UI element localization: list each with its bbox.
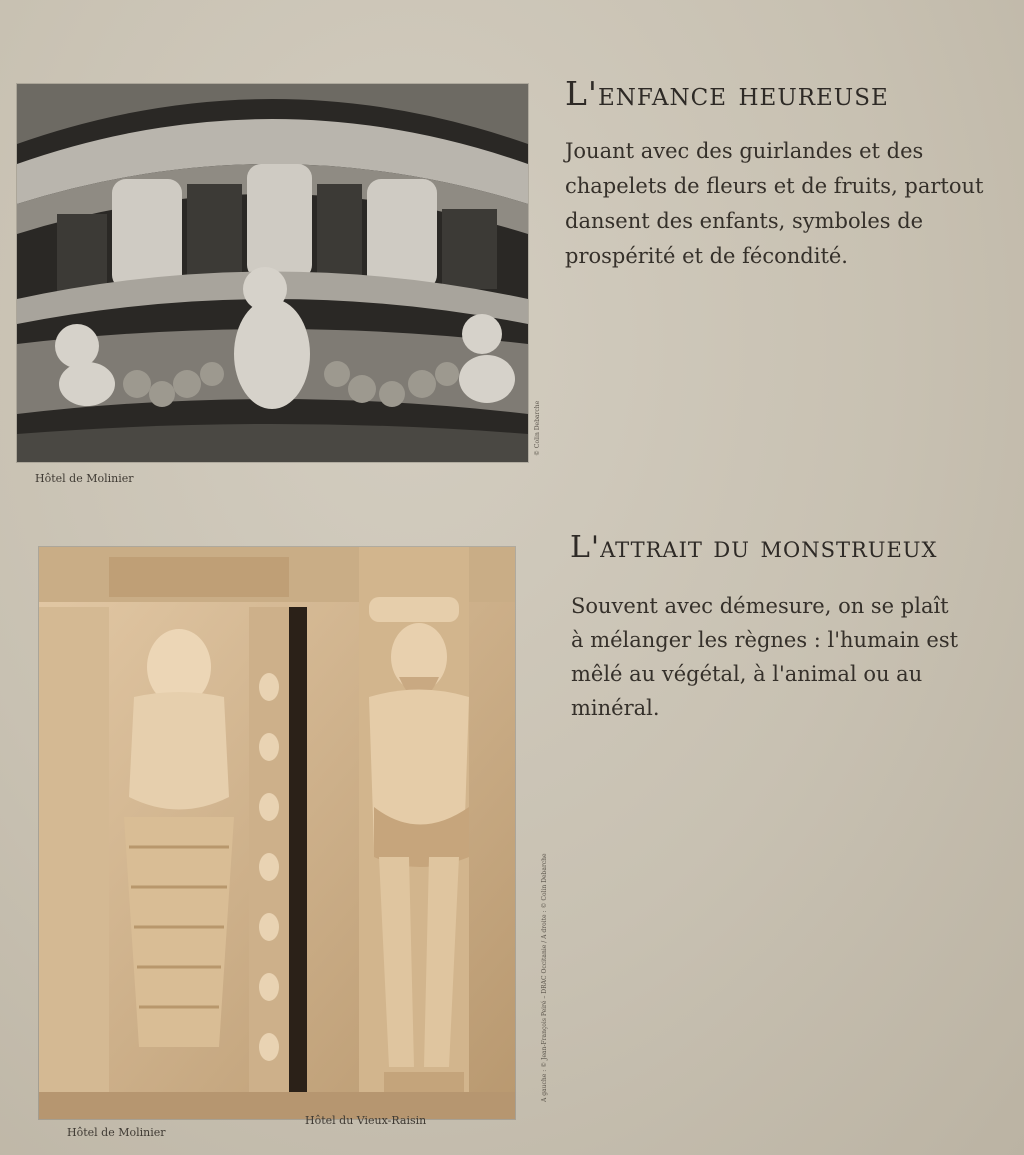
sculptures-image <box>39 547 515 1119</box>
arch-cherubs-image <box>17 84 528 462</box>
photo-caption-left: Hôtel de Molinier <box>67 1126 166 1139</box>
section-heading-2: L'attrait du monstrueux <box>570 530 938 565</box>
section-text-2: Souvent avec démesure, on se plaît à mélanger les règnes : l'humain est mêlé au végétal, à l'animal ou au minéral. <box>571 594 959 720</box>
photo-caption-1: Hôtel de Molinier <box>35 472 134 485</box>
photo-arch-cherubs <box>17 84 528 462</box>
photo-sculptures <box>39 547 515 1119</box>
section-text-1: Jouant avec des guirlandes et des chapelets de fleurs et de fruits, partout dansent des enfants, symboles de prospérité et de fécondité. <box>565 139 984 268</box>
photo-caption-right: Hôtel du Vieux-Raisin <box>305 1114 427 1127</box>
section-heading-1: L'enfance heureuse <box>565 74 889 113</box>
photo-credit-2: A gauche : © Jean-François Peiré – DRAC Occitanie / A droite : © Colin Debarche <box>541 853 548 1102</box>
photo-credit-1: © Colin Debarche <box>534 400 541 456</box>
